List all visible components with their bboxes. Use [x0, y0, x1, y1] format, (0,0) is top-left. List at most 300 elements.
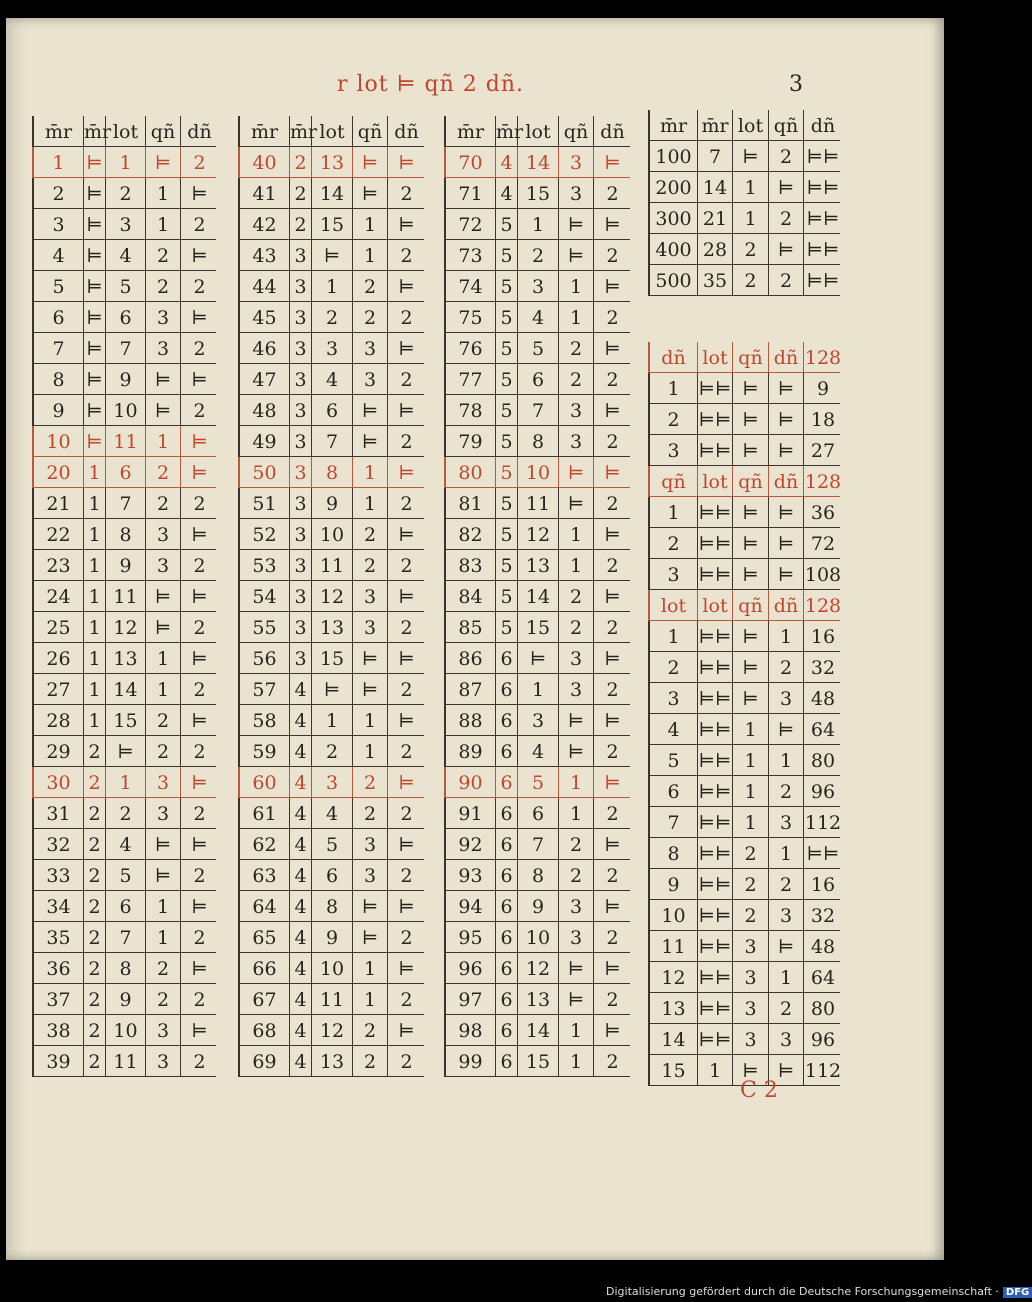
table-cell: 1	[769, 621, 804, 651]
table-cell: m̄r	[446, 116, 496, 146]
table-cell: ⊨⊨	[698, 931, 733, 961]
table-row	[32, 333, 216, 364]
table-row	[238, 364, 424, 395]
table-row	[32, 550, 216, 581]
table-cell: 1	[146, 674, 181, 704]
table-cell: lot	[518, 116, 559, 146]
table-cell: 75	[446, 302, 496, 332]
table-cell: m̄r	[84, 116, 106, 146]
table-row	[444, 705, 630, 736]
table-cell: 2	[400, 183, 413, 205]
table-row	[648, 559, 840, 590]
table-cell: qñ	[650, 466, 698, 496]
table-row	[32, 395, 216, 426]
table-cell: dñ	[810, 115, 836, 137]
table-cell: 1	[650, 497, 698, 527]
table-cell: ⊨	[146, 829, 181, 859]
table-cell: 73	[446, 240, 496, 270]
table-cell: 12	[106, 612, 146, 642]
table-cell: 2	[146, 984, 181, 1014]
table-cell: dñ	[769, 590, 804, 620]
table-row	[444, 209, 630, 240]
table-cell: 2	[193, 865, 206, 887]
table-cell: ⊨⊨	[698, 435, 733, 465]
table-cell: ⊨	[559, 736, 594, 766]
table-cell: 87	[446, 674, 496, 704]
table-cell: ⊨	[518, 643, 559, 673]
table-cell: 2	[84, 860, 106, 890]
table-cell: 6	[496, 860, 518, 890]
table-cell: ⊨	[559, 488, 594, 518]
table-cell: 1	[769, 962, 804, 992]
table-cell: m̄r	[496, 116, 518, 146]
table-cell: 71	[446, 178, 496, 208]
table-cell: 2	[518, 240, 559, 270]
table-cell: ⊨	[398, 586, 415, 608]
table-cell: 5	[496, 488, 518, 518]
table-row	[238, 240, 424, 271]
table-cell: ⊨	[146, 581, 181, 611]
table-cell: m̄r	[698, 110, 733, 140]
table-header-row	[648, 342, 840, 373]
table-cell: 2	[769, 141, 804, 171]
table-column-1	[32, 116, 216, 1077]
table-cell: 12	[650, 962, 698, 992]
table-cell: 2	[146, 953, 181, 983]
table-cell: 2	[606, 927, 619, 949]
table-cell: 1	[769, 745, 804, 775]
table-cell: 2	[193, 338, 206, 360]
table-cell: ⊨	[191, 183, 208, 205]
table-cell: 2	[606, 803, 619, 825]
table-cell: 52	[240, 519, 290, 549]
table-cell: 2	[400, 307, 413, 329]
table-cell: 98	[446, 1015, 496, 1045]
table-cell: 2	[400, 617, 413, 639]
table-cell: 51	[240, 488, 290, 518]
dfg-logo: DFG	[1003, 1287, 1032, 1298]
table-cell: 3	[146, 333, 181, 363]
table-header-row	[648, 110, 840, 141]
table-cell: ⊨⊨	[698, 373, 733, 403]
table-cell: 26	[34, 643, 84, 673]
table-cell: dñ	[600, 121, 625, 143]
table-row	[444, 767, 630, 798]
table-row	[32, 240, 216, 271]
table-cell: 1	[559, 798, 594, 828]
table-cell: 4	[496, 178, 518, 208]
table-cell: 3	[290, 333, 312, 363]
table-row	[648, 714, 840, 745]
table-cell: ⊨	[769, 497, 804, 527]
table-cell: 56	[240, 643, 290, 673]
table-cell: 2	[84, 1015, 106, 1045]
table-cell: 12	[518, 953, 559, 983]
table-cell: 90	[446, 767, 496, 797]
table-cell: 7	[106, 333, 146, 363]
table-cell: 5	[496, 581, 518, 611]
table-cell: 1	[84, 581, 106, 611]
table-cell: 1	[106, 147, 146, 177]
table-cell: 60	[240, 767, 290, 797]
table-row	[444, 240, 630, 271]
table-row	[648, 265, 840, 296]
table-cell: 2	[606, 617, 619, 639]
table-cell: 5	[106, 860, 146, 890]
table-cell: 2	[353, 1015, 388, 1045]
table-cell: 30	[34, 767, 84, 797]
table-cell: 1	[518, 674, 559, 704]
table-cell: 2	[400, 989, 413, 1011]
table-cell: 8	[312, 457, 353, 487]
table-row	[648, 172, 840, 203]
table-cell: ⊨	[769, 373, 804, 403]
table-cell: 20	[34, 457, 84, 487]
table-cell: 2	[559, 333, 594, 363]
table-cell: 62	[240, 829, 290, 859]
table-cell: 9	[106, 364, 146, 394]
table-row	[444, 736, 630, 767]
table-cell: 16	[810, 626, 836, 648]
table-cell: 2	[769, 203, 804, 233]
table-cell: 2	[606, 679, 619, 701]
table-cell: 7	[518, 395, 559, 425]
table-cell: 5	[106, 271, 146, 301]
table-cell: 1	[733, 714, 769, 744]
table-cell: 25	[34, 612, 84, 642]
table-cell: 40	[240, 147, 290, 177]
table-cell: 11	[312, 550, 353, 580]
table-cell: 2	[400, 369, 413, 391]
table-cell: ⊨⊨	[698, 652, 733, 682]
table-row	[444, 364, 630, 395]
table-cell: lot	[698, 342, 733, 372]
table-cell: 3	[559, 395, 594, 425]
table-cell: ⊨	[353, 147, 388, 177]
table-row	[238, 922, 424, 953]
table-row	[32, 271, 216, 302]
table-row	[648, 745, 840, 776]
table-cell: ⊨	[353, 395, 388, 425]
table-cell: 2	[84, 767, 106, 797]
table-cell: 6	[518, 364, 559, 394]
table-cell: 3	[34, 209, 84, 239]
table-row	[648, 621, 840, 652]
table-cell: ⊨	[191, 307, 208, 329]
table-cell: 1	[353, 240, 388, 270]
table-cell: 200	[650, 172, 698, 202]
table-cell: ⊨	[84, 271, 106, 301]
table-row	[32, 147, 216, 178]
table-cell: 2	[193, 989, 206, 1011]
table-cell: lot	[650, 590, 698, 620]
table-cell: 112	[804, 1060, 842, 1082]
table-cell: 6	[496, 643, 518, 673]
table-cell: 1	[353, 736, 388, 766]
table-cell: 3	[733, 931, 769, 961]
table-cell: ⊨	[604, 958, 621, 980]
table-row	[648, 807, 840, 838]
table-cell: ⊨	[398, 1020, 415, 1042]
table-cell: 5	[496, 550, 518, 580]
table-cell: 84	[446, 581, 496, 611]
table-cell: 1	[146, 209, 181, 239]
table-cell: 3	[353, 860, 388, 890]
table-cell: m̄r	[650, 110, 698, 140]
table-cell: 12	[518, 519, 559, 549]
table-cell: ⊨⊨	[698, 807, 733, 837]
table-cell: 2	[733, 265, 769, 295]
table-cell: 13	[650, 993, 698, 1023]
table-cell: ⊨	[191, 958, 208, 980]
table-cell: ⊨⊨	[698, 404, 733, 434]
table-cell: ⊨	[604, 834, 621, 856]
table-cell: 3	[559, 891, 594, 921]
table-cell: 2	[290, 209, 312, 239]
table-cell: 5	[496, 240, 518, 270]
table-cell: ⊨⊨	[698, 869, 733, 899]
table-row	[444, 674, 630, 705]
table-cell: 21	[34, 488, 84, 518]
table-cell: 95	[446, 922, 496, 952]
table-cell: ⊨	[604, 400, 621, 422]
table-cell: ⊨	[191, 648, 208, 670]
table-cell: 15	[518, 178, 559, 208]
table-cell: ⊨	[84, 209, 106, 239]
table-cell: 78	[446, 395, 496, 425]
table-cell: 48	[810, 688, 836, 710]
table-cell: 2	[193, 152, 206, 174]
table-cell: 6	[312, 395, 353, 425]
table-cell: 11	[106, 581, 146, 611]
table-cell: 1	[312, 705, 353, 735]
table-cell: 23	[34, 550, 84, 580]
table-cell: ⊨	[769, 528, 804, 558]
table-cell: 2	[146, 271, 181, 301]
table-cell: 6	[106, 891, 146, 921]
table-cell: 3	[518, 705, 559, 735]
table-cell: 4	[290, 1015, 312, 1045]
table-cell: 12	[312, 1015, 353, 1045]
table-cell: dñ	[187, 121, 212, 143]
table-cell: 2	[146, 488, 181, 518]
table-cell: 6	[496, 705, 518, 735]
table-cell: 10	[106, 1015, 146, 1045]
table-cell: 2	[400, 803, 413, 825]
table-cell: 2	[353, 798, 388, 828]
table-cell: ⊨⊨	[698, 745, 733, 775]
table-cell: 36	[810, 502, 836, 524]
table-cell: 3	[146, 550, 181, 580]
table-cell: ⊨	[604, 896, 621, 918]
table-cell: 1	[698, 1055, 733, 1085]
table-cell: ⊨	[146, 395, 181, 425]
table-cell: 9	[816, 378, 830, 400]
table-row	[32, 674, 216, 705]
table-cell: 96	[810, 1029, 836, 1051]
table-cell: 1	[84, 612, 106, 642]
table-cell: 5	[496, 612, 518, 642]
table-cell: 79	[446, 426, 496, 456]
table-cell: qñ	[733, 590, 769, 620]
table-cell: ⊨	[769, 714, 804, 744]
table-cell: 2	[106, 798, 146, 828]
table-cell: 2	[400, 927, 413, 949]
table-row	[444, 271, 630, 302]
table-cell: 1	[733, 807, 769, 837]
table-cell: 5	[312, 829, 353, 859]
table-cell: 1	[769, 838, 804, 868]
table-cell: 55	[240, 612, 290, 642]
table-cell: 4	[650, 714, 698, 744]
table-cell: 77	[446, 364, 496, 394]
table-cell: ⊨⊨	[698, 900, 733, 930]
table-row	[32, 953, 216, 984]
table-cell: 1	[559, 519, 594, 549]
table-cell: 64	[810, 967, 836, 989]
table-cell: ⊨	[353, 426, 388, 456]
table-cell: 57	[240, 674, 290, 704]
table-cell: ⊨	[84, 333, 106, 363]
table-cell: ⊨⊨	[698, 559, 733, 589]
table-cell: ⊨	[191, 462, 208, 484]
table-row	[444, 953, 630, 984]
table-row	[32, 488, 216, 519]
table-cell: qñ	[559, 116, 594, 146]
table-cell: 1	[353, 209, 388, 239]
table-cell: ⊨⊨	[698, 621, 733, 651]
table-cell: 5	[496, 519, 518, 549]
table-cell: qñ	[353, 116, 388, 146]
table-cell: 3	[146, 302, 181, 332]
table-cell: 6	[106, 457, 146, 487]
table-cell: 2	[193, 927, 206, 949]
table-cell: 7	[312, 426, 353, 456]
table-row	[648, 141, 840, 172]
table-row	[32, 767, 216, 798]
table-row	[444, 426, 630, 457]
table-row	[32, 457, 216, 488]
table-row	[32, 302, 216, 333]
table-cell: 5	[496, 457, 518, 487]
table-cell: 15	[106, 705, 146, 735]
table-cell: 8	[518, 426, 559, 456]
table-header-row	[648, 590, 840, 621]
table-cell: 13	[106, 643, 146, 673]
table-cell: ⊨	[191, 245, 208, 267]
table-cell: 2	[606, 369, 619, 391]
table-cell: ⊨	[312, 240, 353, 270]
table-cell: 1	[146, 891, 181, 921]
table-cell: 15	[518, 1046, 559, 1076]
table-cell: 1	[353, 984, 388, 1014]
table-cell: 5	[496, 209, 518, 239]
table-cell: 15	[312, 643, 353, 673]
table-row	[444, 488, 630, 519]
table-cell: 3	[733, 993, 769, 1023]
table-cell: 49	[240, 426, 290, 456]
table-cell: 500	[650, 265, 698, 295]
table-cell: 1	[353, 953, 388, 983]
table-cell: 2	[606, 1051, 619, 1073]
table-cell: 53	[240, 550, 290, 580]
table-cell: 9	[650, 869, 698, 899]
table-cell: 38	[34, 1015, 84, 1045]
table-cell: 1	[559, 1015, 594, 1045]
table-cell: 93	[446, 860, 496, 890]
table-cell: 11	[106, 426, 146, 456]
table-row	[238, 178, 424, 209]
table-cell: 3	[290, 612, 312, 642]
table-cell: ⊨	[769, 404, 804, 434]
table-cell: 54	[240, 581, 290, 611]
table-cell: ⊨	[604, 524, 621, 546]
table-cell: 1	[84, 488, 106, 518]
table-cell: 46	[240, 333, 290, 363]
table-cell: 1	[353, 705, 388, 735]
table-cell: 2	[146, 457, 181, 487]
table-cell: 2	[84, 891, 106, 921]
table-cell: 61	[240, 798, 290, 828]
table-cell: ⊨	[353, 178, 388, 208]
table-cell: 15	[312, 209, 353, 239]
table-cell: 3	[769, 683, 804, 713]
table-cell: 6	[496, 1046, 518, 1076]
table-row	[32, 984, 216, 1015]
table-row	[238, 674, 424, 705]
table-cell: 6	[496, 798, 518, 828]
table-cell: 2	[650, 528, 698, 558]
table-row	[444, 612, 630, 643]
table-cell: ⊨⊨	[698, 497, 733, 527]
table-cell: 4	[496, 147, 518, 177]
table-cell: 2	[733, 869, 769, 899]
table-cell: 35	[34, 922, 84, 952]
table-cell: ⊨	[191, 772, 208, 794]
table-cell: 80	[810, 750, 836, 772]
table-cell: ⊨	[84, 426, 106, 456]
table-cell: 88	[446, 705, 496, 735]
table-cell: 8	[106, 953, 146, 983]
table-cell: ⊨	[398, 276, 415, 298]
table-cell: 2	[400, 493, 413, 515]
table-cell: 6	[496, 922, 518, 952]
table-cell: 48	[240, 395, 290, 425]
table-cell: 9	[106, 550, 146, 580]
table-cell: 32	[810, 905, 836, 927]
table-cell: 64	[810, 719, 836, 741]
table-cell: 3	[106, 209, 146, 239]
table-row	[238, 581, 424, 612]
table-cell: ⊨	[191, 710, 208, 732]
table-cell: ⊨	[769, 234, 804, 264]
table-cell: 44	[240, 271, 290, 301]
table-cell: 41	[240, 178, 290, 208]
table-cell: 3	[353, 581, 388, 611]
table-cell: 39	[34, 1046, 84, 1076]
table-row	[648, 435, 840, 466]
table-row	[444, 333, 630, 364]
table-header-row	[648, 466, 840, 497]
table-row	[238, 209, 424, 240]
table-cell: ⊨	[733, 528, 769, 558]
table-cell: 2	[559, 829, 594, 859]
table-cell: 2	[290, 178, 312, 208]
table-row	[444, 984, 630, 1015]
table-cell: 2	[400, 679, 413, 701]
table-cell: 92	[446, 829, 496, 859]
table-cell: 1	[146, 922, 181, 952]
